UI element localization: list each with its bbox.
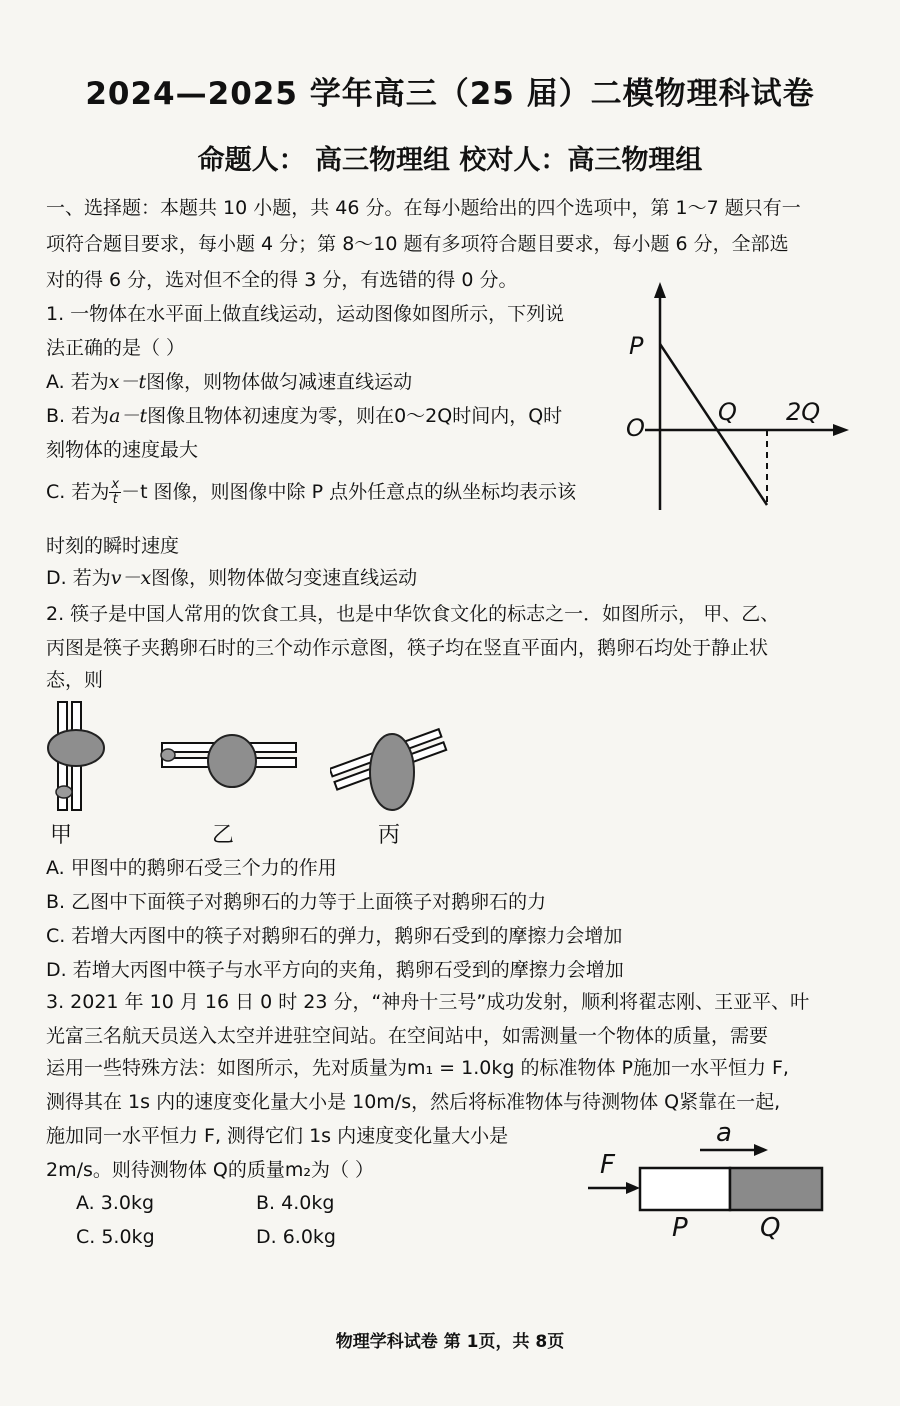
- q1-option-d-text2: 图像，则物体做匀变速直线运动: [151, 567, 418, 589]
- section-intro-line: 项符合题目要求，每小题 4 分；第 8～10 题有多项符合题目要求，每小题 6 分，全部选: [46, 233, 789, 255]
- q3-stem: 运用一些特殊方法：如图所示，先对质量为m₁ = 1.0kg 的标准物体 P施加一水平恒力 F,: [46, 1057, 789, 1079]
- fraction-numerator: x: [111, 477, 120, 492]
- author-line: 命题人： 高三物理组 校对人：高三物理组: [197, 145, 703, 176]
- q1-option-d: [46, 566, 417, 590]
- q3-option-a: A. 3.0kg: [76, 1192, 155, 1214]
- block-q: [730, 1168, 822, 1210]
- q2-stem: 态，则: [46, 669, 104, 691]
- acceleration-arrow-head: [754, 1144, 768, 1156]
- graph-line: [660, 344, 767, 505]
- q1-option-d-var: v－x: [110, 567, 152, 589]
- q1-option-a-var: x－t: [108, 371, 147, 393]
- q1-option-c: [46, 478, 576, 507]
- q1-option-c-line2: 时刻的瞬时速度: [46, 535, 180, 557]
- block-p: [640, 1168, 730, 1210]
- fig-label-yi: 乙: [212, 823, 235, 848]
- q1-option-b: [46, 404, 562, 428]
- q1-option-a-text2: 图像，则物体做匀减速直线运动: [146, 371, 413, 393]
- q1-option-a-text: A. 若为: [46, 371, 109, 393]
- q1-option-a: [46, 370, 412, 394]
- q3-option-d: D. 6.0kg: [256, 1226, 336, 1248]
- chopstick-figure-bing: [330, 710, 450, 820]
- q2-option-c: C. 若增大丙图中的筷子对鹅卵石的弹力，鹅卵石受到的摩擦力会增加: [46, 925, 623, 947]
- q1-option-d-text: D. 若为: [46, 567, 111, 589]
- chopstick-figure-jia: [44, 700, 114, 815]
- q2-stem: 2. 筷子是中国人常用的饮食工具，也是中华饮食文化的标志之一．如图所示， 甲、乙、: [46, 603, 780, 625]
- q3-stem: 光富三名航天员送入太空并进驻空间站。在空间站中，如需测量一个物体的质量，需要: [46, 1025, 769, 1047]
- page-title: 2024—2025 学年高三（25 届）二模物理科试卷: [85, 76, 815, 112]
- section-intro-line: 对的得 6 分，选对但不全的得 3 分，有选错的得 0 分。: [46, 269, 518, 291]
- graph-label-2q: 2Q: [786, 398, 821, 426]
- q2-stem: 丙图是筷子夹鹅卵石时的三个动作示意图，筷子均在竖直平面内，鹅卵石均处于静止状: [46, 637, 769, 659]
- q3-stem: 2m/s。则待测物体 Q的质量m₂为（ ）: [46, 1159, 375, 1181]
- q3-stem: 3. 2021 年 10 月 16 日 0 时 23 分，“神舟十三号”成功发射，顺利将翟志刚、王亚平、叶: [46, 991, 810, 1013]
- chopstick-figure-yi: [160, 725, 300, 805]
- q3-option-c: C. 5.0kg: [76, 1226, 155, 1248]
- q1-option-b-text: B. 若为: [46, 405, 110, 427]
- q1-option-b-line2: 刻物体的速度最大: [46, 439, 199, 461]
- section-intro-line: 一、选择题：本题共 10 小题，共 46 分。在每小题给出的四个选项中，第 1～7 题只有一: [46, 197, 801, 219]
- q1-stem: 法正确的是（ ）: [46, 337, 186, 359]
- q2-option-d: D. 若增大丙图中筷子与水平方向的夹角，鹅卵石受到的摩擦力会增加: [46, 959, 624, 981]
- fraction-denominator: t: [112, 492, 118, 507]
- q3-stem: 测得其在 1s 内的速度变化量大小是 10m/s，然后将标准物体与待测物体 Q紧靠在一起,: [46, 1091, 781, 1113]
- q1-option-c-text2: －t 图像，则图像中除 P 点外任意点的纵坐标均表示该: [121, 481, 577, 503]
- q1-option-b-text2: 图像且物体初速度为零，则在0～2Q时间内，Q时: [147, 405, 563, 427]
- q2-option-b: B. 乙图中下面筷子对鹅卵石的力等于上面筷子对鹅卵石的力: [46, 891, 547, 913]
- q1-option-c-text: C. 若为: [46, 481, 110, 503]
- graph-label-p: P: [629, 332, 644, 360]
- fig-label-jia: 甲: [50, 823, 73, 848]
- q1-option-b-var: a－t: [109, 405, 148, 427]
- q3-stem: 施加同一水平恒力 F, 测得它们 1s 内速度变化量大小是: [46, 1125, 509, 1147]
- fig-label-bing: 丙: [378, 823, 401, 848]
- x-axis-arrow: [833, 424, 849, 436]
- force-arrow-head: [626, 1182, 640, 1194]
- q2-option-a: A. 甲图中的鹅卵石受三个力的作用: [46, 857, 337, 879]
- label-block-q: Q: [760, 1213, 781, 1243]
- graph-label-o: O: [626, 414, 645, 442]
- x-over-t-fraction: [109, 478, 121, 507]
- label-force-f: F: [600, 1150, 615, 1180]
- y-axis-arrow: [654, 282, 666, 298]
- q1-stem: 1. 一物体在水平面上做直线运动，运动图像如图所示，下列说: [46, 303, 565, 325]
- graph-label-q: Q: [718, 398, 737, 426]
- q3-option-b: B. 4.0kg: [256, 1192, 335, 1214]
- label-block-p: P: [672, 1213, 688, 1243]
- q3-blocks-figure: [580, 1120, 840, 1230]
- label-acceleration-a: a: [716, 1118, 732, 1148]
- page-footer: 物理学科试卷 第 1页，共 8页: [335, 1332, 565, 1352]
